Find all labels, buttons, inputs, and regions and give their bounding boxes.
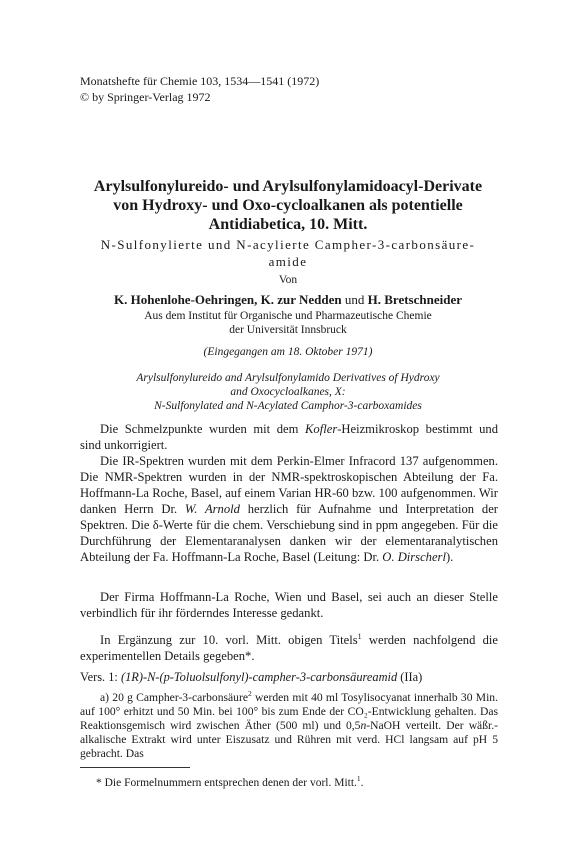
reference-marker: 1 bbox=[356, 774, 361, 783]
normality-symbol: n bbox=[360, 718, 367, 732]
paragraph-spectra bbox=[80, 453, 498, 565]
paragraph-melting-points bbox=[80, 421, 498, 453]
journal-citation: Monatshefte für Chemie 103, 1534—1541 (1972) bbox=[80, 74, 320, 88]
footnote-rule bbox=[80, 767, 190, 768]
affiliation-line-2: der Universität Innsbruck bbox=[229, 324, 347, 336]
copyright-line: © by Springer-Verlag 1972 bbox=[80, 90, 211, 104]
compound-label: (IIa) bbox=[397, 670, 423, 684]
title-line-2: von Hydroxy- und Oxo-cycloalkanen als potentielle bbox=[113, 197, 463, 214]
experiment-heading bbox=[80, 669, 498, 685]
author-1: K. Hohenlohe-Oehringen, bbox=[114, 292, 258, 307]
paragraph-text: herzlich für Aufnahme und Interpretation der Spektren. Die δ-Werte für die chem. Verschiebung sind in ppm angegeben. Für die Durchführung der Elementaranalysen danken wir der elementaranalytischen Abteilung der Fa. Hoffmann-La Roche, Basel (Leitung: Dr. bbox=[80, 502, 498, 564]
english-title-line-1: Arylsulfonylureido and Arylsulfonylamido Derivatives of Hydroxy bbox=[136, 372, 440, 384]
procedure-text: -NaOH verteilt. Der wäßr.-alkalische Extrakt wird unter Eiszusatz und Rühren mit verd. HCl langsam auf pH 5 gebracht. Das bbox=[80, 718, 498, 760]
author-2: K. zur Nedden bbox=[260, 292, 342, 307]
person-name: O. Dirscherl bbox=[382, 550, 446, 564]
experiment-label: Vers. 1: bbox=[80, 670, 121, 684]
paragraph-text: Die Schmelzpunkte wurden mit dem bbox=[100, 422, 306, 436]
author-und: und bbox=[344, 292, 365, 307]
footnote-end: . bbox=[360, 776, 364, 789]
received-date: (Eingegangen am 18. Oktober 1971) bbox=[203, 346, 373, 358]
title-line-3: Antidiabetica, 10. Mitt. bbox=[208, 216, 368, 233]
paragraph-introduction bbox=[80, 629, 498, 664]
paragraph-text: ). bbox=[445, 550, 454, 564]
procedure-text: werden mit 40 ml Tosylisocyanat innerhalb 30 Min. auf 100° erhitzt und 50 Min. bei 100° bis zum Ende der CO₂-Entwicklung gehalten. Das Reaktionsgemisch wird zwischen Äther (500 ml) und 0,5 bbox=[80, 690, 498, 732]
experiment-procedure bbox=[80, 687, 498, 761]
paragraph-text: -Heizmikroskop bestimmt und sind unkorrigiert. bbox=[80, 422, 499, 452]
english-title-line-2: and Oxocycloalkanes, X: bbox=[230, 386, 346, 398]
title-line-1: Arylsulfonylureido- und Arylsulfonylamidoacyl-Derivate bbox=[93, 178, 483, 195]
footnote bbox=[96, 772, 496, 790]
paragraph-text: Die IR-Spektren wurden mit dem Perkin-Elmer Infracord 137 aufgenommen. Die NMR-Spektren wurden in der NMR-spektroskopischen Abteilung der Fa. Hoffmann-La Roche, Basel, auf einem Varian HR-60 bzw. 100 aufgenommen. Wir danken Herrn Dr. bbox=[80, 454, 498, 516]
subtitle-line-2: amide bbox=[268, 254, 308, 269]
english-title-line-3: N-Sulfonylated and N-Acylated Camphor-3-carboxamides bbox=[154, 400, 422, 412]
subtitle-line-1: N-Sulfonylierte und N-acylierte Campher-3-carbonsäure- bbox=[100, 237, 476, 252]
author-line bbox=[60, 291, 516, 308]
affiliation-line-1: Aus dem Institut für Organische und Pharmazeutische Chemie bbox=[144, 310, 432, 322]
experiment-title: (1R)-N-(p-Toluolsulfonyl)-campher-3-carbonsäureamid bbox=[120, 670, 398, 684]
reference-marker: 2 bbox=[247, 689, 252, 698]
footnote-text: * Die Formelnummern entsprechen denen der vorl. Mitt. bbox=[96, 776, 357, 789]
paragraph-text: In Ergänzung zur 10. vorl. Mitt. obigen Titels bbox=[100, 633, 358, 648]
author-3: H. Bretschneider bbox=[367, 292, 462, 307]
person-name: Kofler bbox=[305, 422, 338, 436]
person-name: W. Arnold bbox=[184, 502, 240, 516]
procedure-text: a) 20 g Campher-3-carbonsäure bbox=[100, 690, 248, 704]
paragraph-acknowledgement: Der Firma Hoffmann-La Roche, Wien und Basel, sei auch an dieser Stelle verbindlich für ihr förderndes Interesse gedankt. bbox=[80, 590, 498, 620]
von-label: Von bbox=[278, 274, 298, 286]
reference-marker: 1 bbox=[357, 632, 362, 641]
paragraph-text: werden nachfolgend die experimentellen Details gegeben*. bbox=[80, 633, 498, 664]
